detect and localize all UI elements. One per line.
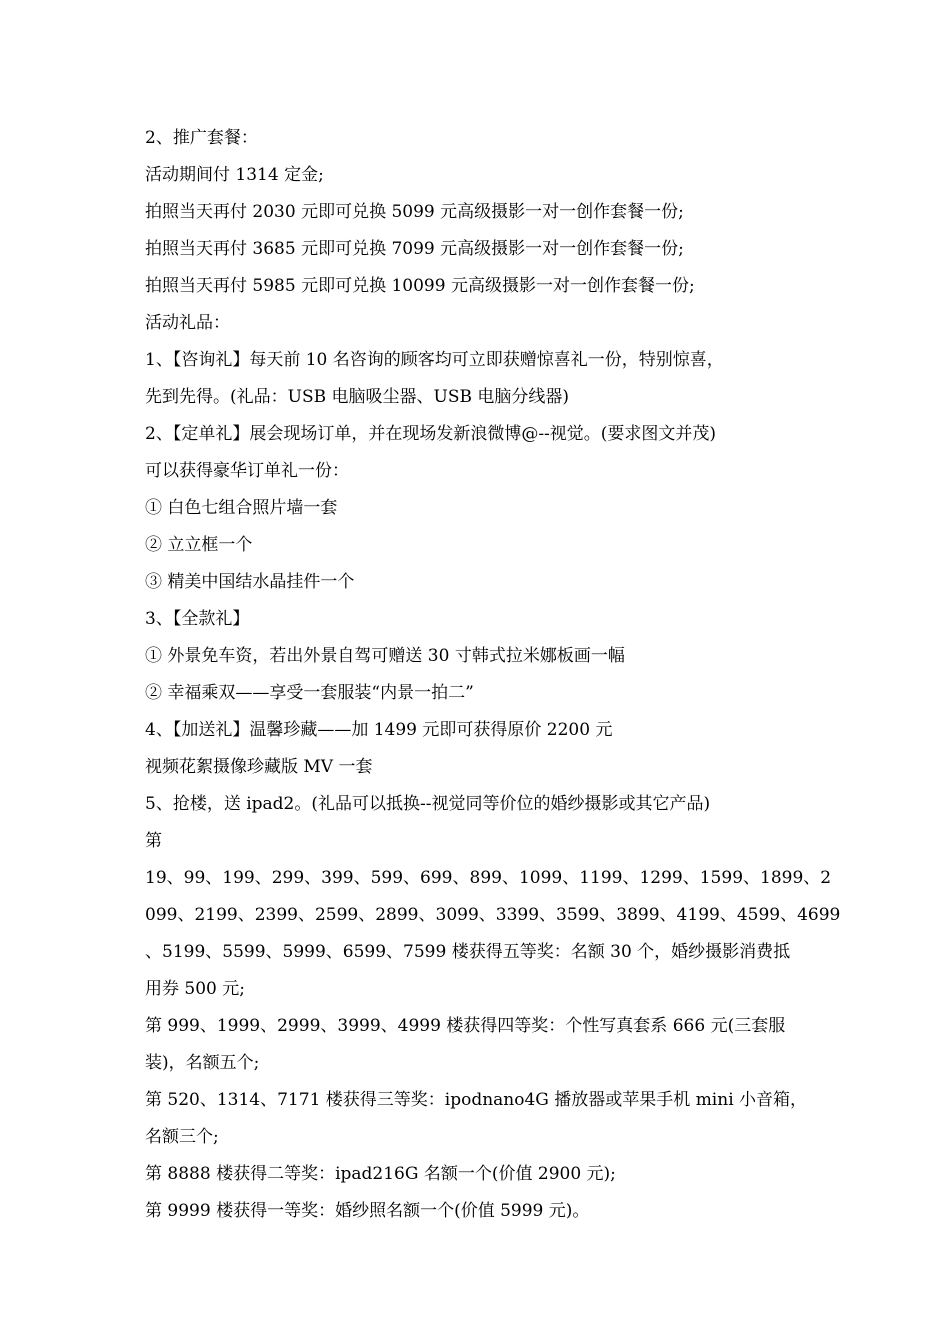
package-option-1: 拍照当天再付 2030 元即可兑换 5099 元高级摄影一对一创作套餐一份; bbox=[145, 202, 684, 222]
section-heading-promo-package: 2、推广套餐： bbox=[145, 128, 258, 148]
section-heading-gifts: 活动礼品： bbox=[145, 313, 230, 333]
first-prize-line: 第 9999 楼获得一等奖：婚纱照名额一个(价值 5999 元)。 bbox=[145, 1201, 590, 1221]
second-prize-line: 第 8888 楼获得二等奖：ipad216G 名额一个(价值 2900 元); bbox=[145, 1164, 616, 1184]
fifth-prize-floors-line-1: 19、99、199、299、399、599、699、899、1099、1199、1299、1599、1899、2 bbox=[145, 868, 832, 888]
gift-consult-line-1: 1、【咨询礼】每天前 10 名咨询的顾客均可立即获赠惊喜礼一份，特别惊喜， bbox=[145, 350, 724, 370]
gift-full-payment-heading: 3、【全款礼】 bbox=[145, 609, 250, 629]
gift-order-item-1: ① 白色七组合照片墙一套 bbox=[145, 498, 338, 518]
fifth-prize-floors-line-2: 099、2199、2399、2599、2899、3099、3399、3599、3899、4199、4599、4699 bbox=[145, 905, 841, 925]
gift-consult-line-2: 先到先得。(礼品：USB 电脑吸尘器、USB 电脑分线器) bbox=[145, 387, 570, 407]
gift-full-payment-item-1: ① 外景免车资，若出外景自驾可赠送 30 寸韩式拉米娜板画一幅 bbox=[145, 646, 625, 666]
document-body bbox=[145, 120, 841, 1230]
third-prize-line-1: 第 520、1314、7171 楼获得三等奖：ipodnano4G 播放器或苹果手机 mini 小音箱， bbox=[145, 1090, 808, 1110]
fourth-prize-line-2: 装)，名额五个; bbox=[145, 1053, 260, 1073]
gift-bonus-line-2: 视频花絮摄像珍藏版 MV 一套 bbox=[145, 757, 373, 777]
gift-order-line-2: 可以获得豪华订单礼一份： bbox=[145, 461, 349, 481]
fifth-prize-floors-line-4: 用券 500 元; bbox=[145, 979, 245, 999]
gift-floor-rush-line: 5、抢楼，送 ipad2。(礼品可以抵换--视觉同等价位的婚纱摄影或其它产品) bbox=[145, 794, 711, 814]
gift-full-payment-item-2: ② 幸福乘双——享受一套服装“内景一拍二” bbox=[145, 683, 474, 703]
third-prize-line-2: 名额三个; bbox=[145, 1127, 219, 1147]
package-option-3: 拍照当天再付 5985 元即可兑换 10099 元高级摄影一对一创作套餐一份; bbox=[145, 276, 695, 296]
fifth-prize-floors-line-3: 、5199、5599、5999、6599、7599 楼获得五等奖：名额 30 个，婚纱摄影消费抵 bbox=[145, 942, 791, 962]
package-option-2: 拍照当天再付 3685 元即可兑换 7099 元高级摄影一对一创作套餐一份; bbox=[145, 239, 684, 259]
gift-order-item-2: ② 立立框一个 bbox=[145, 535, 253, 555]
gift-order-item-3: ③ 精美中国结水晶挂件一个 bbox=[145, 572, 355, 592]
fourth-prize-line-1: 第 999、1999、2999、3999、4999 楼获得四等奖：个性写真套系 666 元(三套服 bbox=[145, 1016, 786, 1036]
gift-bonus-line-1: 4、【加送礼】温馨珍藏——加 1499 元即可获得原价 2200 元 bbox=[145, 720, 613, 740]
deposit-line: 活动期间付 1314 定金; bbox=[145, 165, 324, 185]
floor-prize-prefix: 第 bbox=[145, 831, 162, 851]
gift-order-line-1: 2、【定单礼】展会现场订单，并在现场发新浪微博@--视觉。(要求图文并茂) bbox=[145, 424, 717, 444]
